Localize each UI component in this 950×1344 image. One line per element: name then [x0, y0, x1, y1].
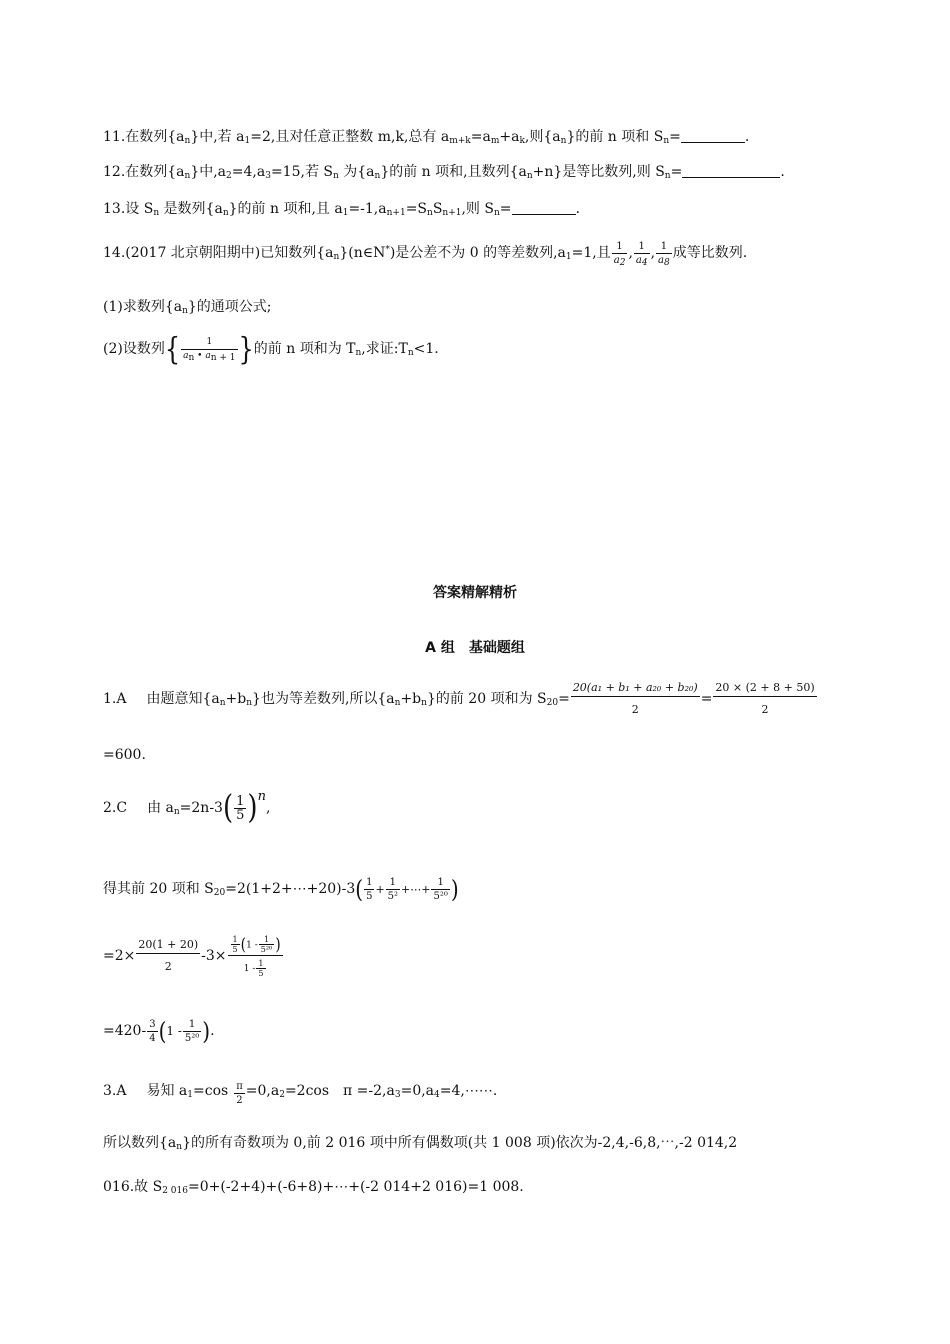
frac-den: [228, 956, 283, 978]
q14-text: ,: [650, 245, 656, 261]
answer-text: -3×: [201, 948, 227, 964]
frac-den: 5²: [387, 890, 399, 902]
answer-text: =2×: [103, 948, 136, 964]
q14-text: )是公差不为 0 的等差数列,a: [389, 245, 566, 261]
q12-text: =4,a: [231, 164, 266, 180]
frac-num: 3: [149, 1018, 156, 1030]
q14-part1-sub: n: [182, 306, 188, 316]
answer-1-result: =600.: [103, 747, 146, 763]
fraction-1-over-a8: [656, 240, 672, 267]
frac-den: 5²⁰: [260, 945, 273, 954]
fraction-sum-values: [713, 680, 816, 718]
frac-den: [181, 350, 237, 363]
answer-sub: n: [421, 698, 427, 708]
q13-text: S: [432, 201, 443, 217]
answer-sub: 20: [213, 888, 226, 898]
answer-2-line-4: [103, 1013, 215, 1049]
answer-text: =4,⋯⋯.: [439, 1083, 498, 1099]
fraction-arith-sum: [136, 937, 200, 975]
answer-text: 1 -: [166, 1024, 182, 1038]
answer-text: =0,a: [400, 1083, 435, 1099]
ellipsis: ⋯: [410, 883, 422, 896]
right-brace: }: [238, 330, 254, 368]
frac-den: 5²⁰: [184, 1032, 200, 1044]
question-11: [103, 127, 749, 147]
frac-num: 20(a₁ + b₁ + a₂₀ + b₂₀): [571, 680, 700, 697]
q13-text: 是数列{a: [159, 201, 223, 217]
right-paren: ): [450, 874, 459, 904]
frac-num: 1: [181, 336, 237, 350]
q11-text: }中,若 a: [190, 129, 245, 145]
answer-text: 016.故 S: [103, 1179, 163, 1195]
q11-sub: m: [490, 136, 500, 146]
q11-text: }的前 n 项和 S: [566, 129, 664, 145]
frac-den: 2: [631, 703, 639, 716]
answer-1: [103, 680, 818, 718]
q12-sub: 2: [226, 171, 232, 181]
fraction-1-over-5-pow-20: [431, 876, 449, 903]
right-paren: ): [202, 1016, 211, 1046]
left-paren: (: [158, 1016, 167, 1046]
q14-part1-text: (1)求数列{a: [103, 299, 183, 315]
question-14-part-2: [103, 330, 439, 368]
q14-part2-sub: n: [407, 348, 414, 358]
frac-num: 1: [258, 958, 264, 968]
answer-text: }的前 20 项和为 S: [426, 691, 547, 707]
answer-text: }的所有奇数项为 0,前 2 016 项中所有偶数项(共 1 008 项)依次为-2,4,-6,8,⋯,-2 014,2: [182, 1135, 738, 1151]
answer-label: 1.A: [103, 691, 127, 707]
frac-den-sub: 2: [619, 257, 626, 268]
answer-text: =: [558, 691, 570, 707]
frac-den: 5: [236, 807, 245, 823]
frac-den-sub: n: [188, 352, 195, 363]
frac-den: 4: [149, 1032, 156, 1044]
q14-sub: 1: [565, 252, 572, 262]
q12-text: .: [780, 164, 785, 180]
q13-text: ,则 S: [461, 201, 494, 217]
fraction-1-over-5: [234, 795, 246, 822]
answer-sub: n: [219, 698, 226, 708]
answer-text: 由题意知{a: [146, 691, 220, 707]
frac-den: 5²⁰: [433, 890, 448, 902]
fraction-sum-formula: [571, 680, 700, 718]
frac-den: 5: [232, 945, 238, 954]
fraction-inner: [256, 959, 265, 978]
q13-sub: n: [222, 208, 229, 218]
q13-text: 13.设 S: [103, 201, 154, 217]
answer-sub: n: [246, 698, 253, 708]
question-13: [103, 199, 580, 219]
frac-den: [634, 254, 650, 267]
fraction-1-over-an-an1: [181, 336, 237, 363]
q12-sub: n: [664, 171, 671, 181]
frac-num: π: [236, 1081, 243, 1092]
answer-blank-13[interactable]: [512, 200, 576, 215]
q14-part2-text: <1.: [413, 341, 439, 357]
answer-text: +b: [400, 691, 422, 707]
left-brace: {: [164, 330, 181, 368]
q14-part2-text: 的前 n 项和为 T: [253, 341, 356, 357]
answer-text: =420-: [103, 1023, 147, 1039]
q11-sub: n: [663, 136, 670, 146]
answer-text: 所以数列{a: [103, 1135, 177, 1151]
frac-num: 1: [232, 935, 238, 944]
plus-sign: +: [401, 883, 411, 896]
q11-text: =a: [470, 129, 491, 145]
answer-sub: 2: [279, 1090, 285, 1100]
frac-num: 1: [612, 240, 628, 254]
frac-num: 1: [366, 876, 373, 888]
left-paren: (: [240, 934, 247, 955]
answer-sub: n: [176, 1142, 183, 1152]
answer-text: +b: [225, 691, 247, 707]
answer-sub: n: [394, 698, 401, 708]
answer-text: =0+(-2+4)+(-6+8)+⋯+(-2 014+2 016)=1 008.: [187, 1179, 524, 1195]
answer-sub: 3: [394, 1090, 401, 1100]
answer-blank-12[interactable]: [682, 163, 780, 178]
q11-text: =2,且对任意正整数 m,k,总有 a: [250, 129, 450, 145]
plus-sign: +: [375, 883, 385, 896]
fraction-1-over-a4: [634, 240, 650, 267]
right-paren: ): [247, 789, 258, 827]
q14-text: }(n∈N: [339, 245, 386, 261]
answer-blank-11[interactable]: [681, 128, 745, 143]
plus-sign: +: [421, 883, 431, 896]
q14-text: =1,且: [571, 245, 611, 261]
answer-text: =: [700, 691, 713, 707]
frac-den: [612, 254, 628, 267]
frac-num: [228, 935, 283, 956]
q12-sub: n: [526, 171, 533, 181]
q11-text: .: [744, 129, 750, 145]
fraction-1-over-a2: [612, 240, 628, 267]
frac-num: 1: [183, 1018, 201, 1032]
q12-text: =15,若 S: [270, 164, 333, 180]
answer-text: 由 a: [147, 800, 174, 816]
answer-label: 3.A: [103, 1083, 127, 1099]
answer-text: }也为等差数列,所以{a: [252, 691, 395, 707]
frac-den: 2: [236, 1095, 243, 1106]
q13-sub: n: [493, 208, 500, 218]
frac-den: [656, 254, 672, 267]
q12-text: 为{a: [338, 164, 375, 180]
q11-text: ,则{a: [524, 129, 561, 145]
frac-num: 1: [634, 240, 650, 254]
answer-2-line-3: [103, 934, 284, 978]
answer-text: =2(1+2+⋯+20)-3: [225, 881, 356, 897]
q13-sub: 1: [342, 208, 349, 218]
frac-num-text: 1 -: [246, 940, 258, 950]
left-paren: (: [355, 874, 364, 904]
q13-text: =-1,a: [348, 201, 387, 217]
answer-text: =cos: [193, 1083, 229, 1099]
question-14: [103, 239, 747, 267]
fraction-1-over-5-squared: [386, 876, 400, 903]
frac-den-var: a: [183, 350, 189, 361]
frac-den-var: a: [658, 254, 665, 266]
frac-num: 20 × (2 + 8 + 50): [713, 680, 816, 697]
q12-text: }的前 n 项和,且数列{a: [380, 164, 527, 180]
answer-text: =2cos π =-2,a: [284, 1083, 395, 1099]
frac-num: 1: [236, 793, 245, 809]
q14-text: ,: [628, 245, 633, 261]
answer-text: =2n-3: [179, 800, 223, 816]
q14-sup: *: [385, 245, 390, 255]
q14-part1-text: }的通项公式;: [187, 299, 272, 315]
answer-text: ,: [265, 800, 271, 816]
frac-den: 5: [258, 968, 264, 978]
q11-sub: m+k: [449, 136, 471, 146]
fraction-geometric-sum: [228, 935, 283, 978]
question-12: [103, 162, 785, 182]
q14-sub: n: [333, 252, 340, 262]
q12-sub: n: [374, 171, 381, 181]
frac-den-var: • a: [194, 350, 211, 361]
q13-sub: n+1: [386, 208, 406, 218]
q11-sub: n: [560, 136, 567, 146]
frac-num: 1: [656, 240, 672, 254]
fraction-inner: [231, 935, 240, 954]
frac-den-var: a: [635, 254, 642, 266]
q11-sub: 1: [244, 136, 251, 146]
q13-text: }的前 n 项和,且 a: [228, 201, 343, 217]
q12-text: +n}是等比数列,则 S: [532, 164, 665, 180]
question-14-part-1: [103, 297, 272, 317]
q11-sub: k: [519, 136, 525, 146]
q13-sub: n: [153, 208, 160, 218]
q11-text: 11.在数列{a: [103, 129, 185, 145]
answer-sub: 2 016: [162, 1186, 188, 1196]
fraction-1-over-5: [364, 876, 374, 903]
answer-2: [103, 790, 270, 826]
fraction-3-over-4: [147, 1018, 157, 1045]
fraction-inner: [259, 935, 275, 954]
q12-text: }中,a: [190, 164, 227, 180]
q12-sub: 3: [265, 171, 271, 181]
q14-text: 14.(2017 北京朝阳期中)已知数列{a: [103, 245, 334, 261]
answer-3: [103, 1074, 497, 1108]
answer-2-line-2: [103, 872, 459, 907]
q13-text: .: [575, 201, 580, 217]
answer-sub: 20: [546, 698, 559, 708]
frac-den-sub: n + 1: [210, 352, 236, 363]
q13-sub: n: [427, 208, 433, 218]
fraction-1-over-5-pow-20: [183, 1018, 201, 1045]
q12-text: 12.在数列{a: [103, 164, 185, 180]
frac-den: 2: [761, 703, 769, 716]
answer-text: 得其前 20 项和 S: [103, 881, 214, 897]
answers-title: 答案精解精析: [433, 585, 517, 601]
q12-sub: n: [333, 171, 339, 181]
answer-label: 2.C: [103, 800, 128, 816]
right-paren: ): [275, 934, 281, 955]
frac-num: 1: [431, 876, 449, 890]
answer-text: 易知 a: [146, 1083, 188, 1099]
answers-group-title: A 组 基础题组: [425, 640, 525, 656]
frac-num: 20(1 + 20): [136, 937, 200, 954]
q14-part2-sub: n: [355, 348, 362, 358]
frac-den-text: 1 -: [243, 963, 256, 974]
q12-sub: n: [184, 171, 191, 181]
answer-3-line-2: [103, 1133, 737, 1153]
q14-part2-text: (2)设数列: [103, 341, 165, 357]
answer-sub: n: [173, 807, 180, 817]
answer-sub: 1: [187, 1090, 193, 1100]
q11-sub: n: [184, 136, 191, 146]
q13-text: =S: [405, 201, 428, 217]
exponent: n: [257, 789, 266, 804]
frac-num: 1: [386, 876, 400, 890]
frac-den-var: a: [613, 254, 620, 266]
frac-den-sub: 8: [664, 257, 670, 268]
q14-part2-text: ,求证:T: [361, 341, 408, 357]
answer-text: .: [210, 1023, 215, 1039]
answer-3-line-3: [103, 1177, 524, 1197]
frac-den-sub: 4: [641, 257, 648, 268]
q14-text: 成等比数列.: [672, 245, 748, 261]
q11-text: +a: [499, 129, 520, 145]
left-paren: (: [222, 789, 234, 827]
frac-num: 1: [259, 935, 275, 945]
q13-sub: n+1: [442, 208, 462, 218]
fraction-pi-over-2: [234, 1080, 245, 1107]
q11-text: =: [669, 129, 681, 145]
frac-den: 2: [164, 960, 172, 973]
q12-text: =: [670, 164, 683, 180]
answer-sub: 4: [434, 1090, 440, 1100]
q13-text: =: [499, 201, 512, 217]
frac-den: 5: [366, 890, 373, 902]
answer-text: =0,a: [245, 1083, 280, 1099]
